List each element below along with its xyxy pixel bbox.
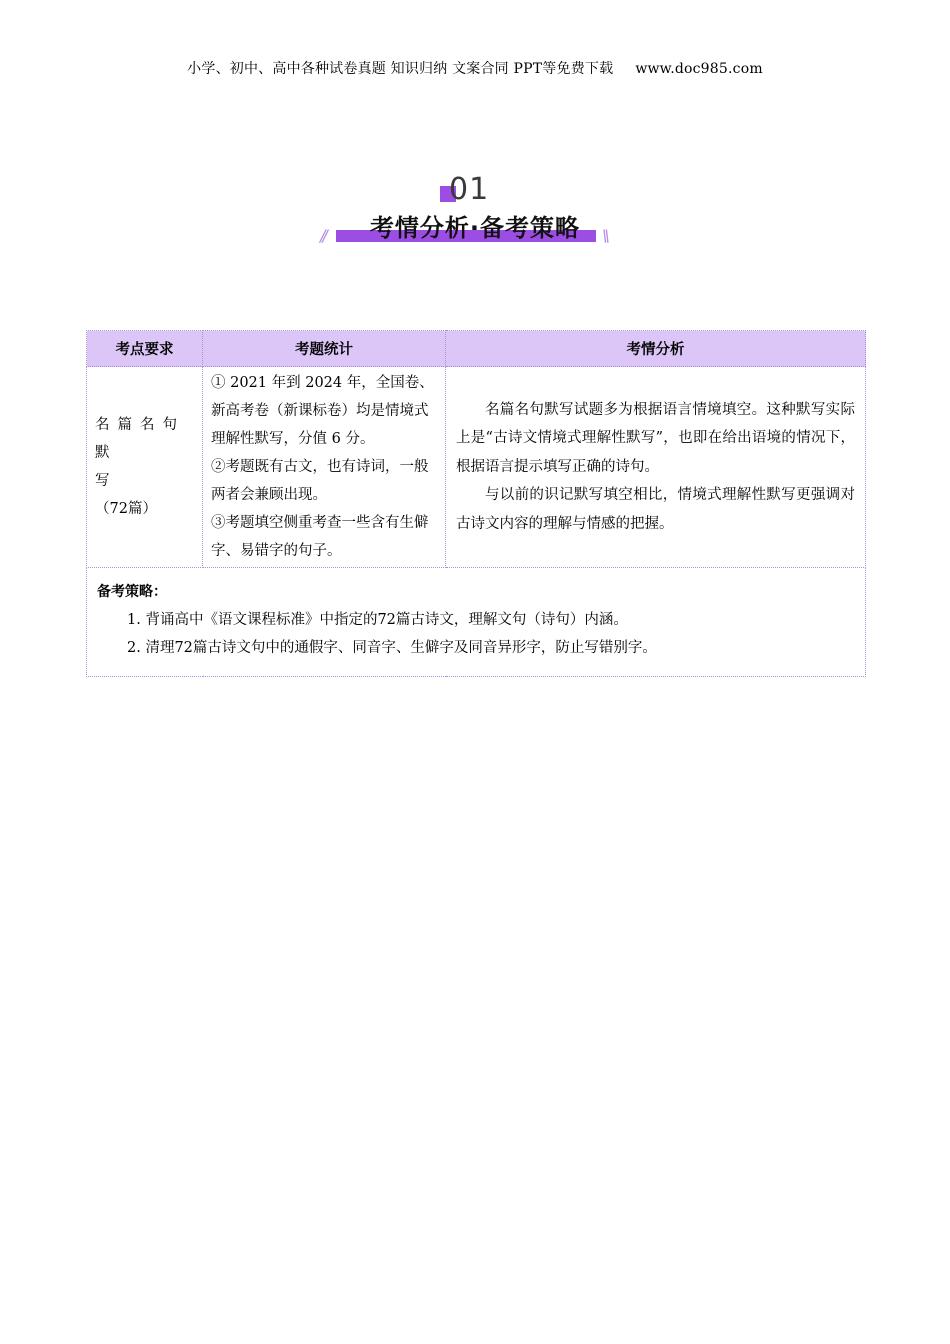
requirement-line2: 写 [95,473,110,489]
col-header-requirement: 考点要求 [87,331,203,367]
stat-item: ②考题既有古文，也有诗词，一般两者会兼顾出现。 [211,459,429,503]
section-number: 01 [449,172,490,207]
strategy-cell [87,568,866,677]
analysis-cell [446,367,866,568]
table-header-row [87,331,866,367]
section-title: 考情分析·备考策略 [369,214,581,242]
requirement-cell [87,367,203,568]
col-header-analysis: 考情分析 [446,331,866,367]
col-header-statistics: 考题统计 [203,331,446,367]
stat-item: ③考题填空侧重考查一些含有生僻字、易错字的句子。 [211,515,429,559]
analysis-table [86,330,866,677]
statistics-cell [203,367,446,568]
requirement-line3: （72篇） [95,501,157,517]
page-header [0,58,950,78]
analysis-paragraph: 名篇名句默写试题多为根据语言情境填空。这种默写实际上是“古诗文情境式理解性默写”，也即在给出语境的情况下，根据语言提示填写正确的诗句。 [456,401,855,475]
requirement-line1: 名篇名句默 [95,417,185,461]
strategy-item: 1. 背诵高中《语文课程标准》中指定的72篇古诗文，理解文句（诗句）内涵。 [127,612,628,628]
stat-item: ① 2021 年到 2024 年，全国卷、新高考卷（新课标卷）均是情境式理解性默写，分值 6 分。 [211,375,434,447]
header-site-link[interactable]: www.doc985.com [635,61,763,77]
strategy-item: 2. 清理72篇古诗文句中的通假字、同音字、生僻字及同音异形字，防止写错别字。 [127,640,657,656]
strategy-row [87,568,866,677]
header-text: 小学、初中、高中各种试卷真题 知识归纳 文案合同 PPT等免费下载 [187,61,614,77]
left-slash-decoration: // [320,226,325,245]
section-title-block [0,170,950,250]
strategy-title: 备考策略： [97,584,167,600]
right-slash-decoration: \\ [602,226,607,245]
table-row [87,367,866,568]
analysis-paragraph: 与以前的识记默写填空相比，情境式理解性默写更强调对古诗文内容的理解与情感的把握。 [456,487,855,532]
section-number-badge [440,174,500,208]
